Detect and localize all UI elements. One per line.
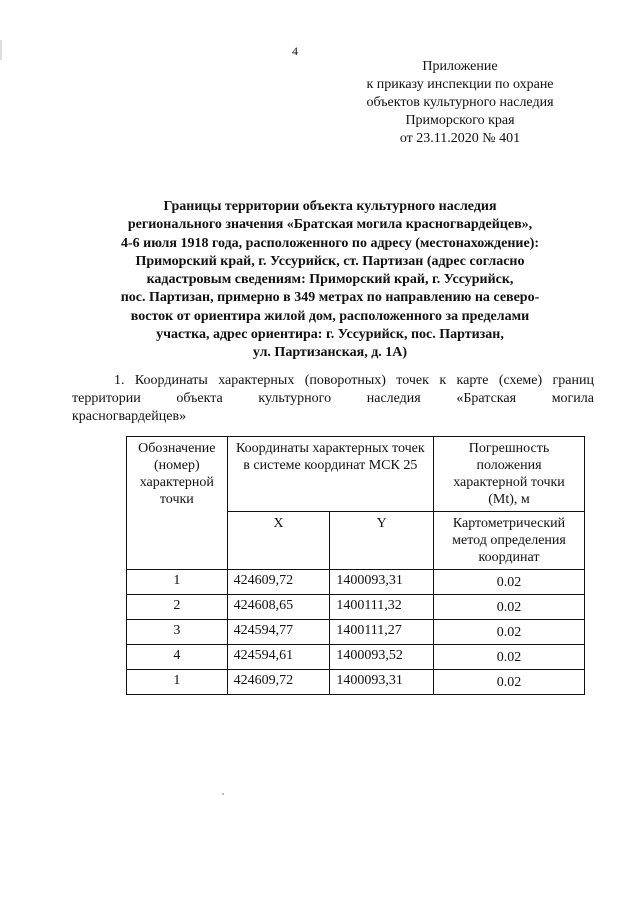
cell-x: 424608,65 <box>227 595 330 620</box>
cell-error: 0.02 <box>434 595 585 620</box>
appendix-line: Приморского края <box>405 113 515 128</box>
table-row <box>127 595 585 620</box>
title-line: Границы территории объекта культурного наследия <box>163 199 497 214</box>
header-coordinates: Координаты характерных точек в системе координат МСК 25 <box>227 437 433 512</box>
title-line: восток от ориентира жилой дом, расположенного за пределами <box>130 308 530 324</box>
table-row <box>127 670 585 695</box>
paragraph-word: (схеме) <box>498 373 543 388</box>
appendix-line: Приложение <box>422 59 498 74</box>
paragraph-word: могила <box>551 391 594 406</box>
title-line: 4-6 июля 1918 года, расположенного по адресу (местонахождение): <box>120 235 540 251</box>
title-line: регионального значения «Братская могила красногвардейцев», <box>127 217 533 233</box>
paragraph-word: карте <box>456 373 489 388</box>
document-title <box>60 198 600 363</box>
coordinates-table <box>126 436 585 695</box>
paragraph-word: красногвардейцев» <box>72 409 187 424</box>
paragraph-word: к <box>439 373 447 388</box>
cell-point: 3 <box>127 620 228 645</box>
appendix-line: от 23.11.2020 № 401 <box>399 131 521 146</box>
header-error: Погрешность положения характерной точки (Mt), м <box>434 437 585 512</box>
header-x: X <box>227 512 330 570</box>
header-method: Картометрический метод определения координат <box>434 512 585 570</box>
cell-error: 0.02 <box>434 670 585 695</box>
cell-error: 0.02 <box>434 570 585 595</box>
cell-x: 424609,72 <box>227 670 330 695</box>
paragraph-word: 1. <box>114 373 125 388</box>
appendix-line: объектов культурного наследия <box>366 95 554 110</box>
paragraph-word: объекта <box>176 391 223 406</box>
cell-x: 424594,61 <box>227 645 330 670</box>
appendix-line: к приказу инспекции по охране <box>366 77 554 92</box>
paragraph-word: территории <box>72 391 141 406</box>
scan-edge-mark <box>0 40 2 60</box>
header-point-label: Обозначение (номер) характерной точки <box>127 437 228 570</box>
cell-y: 1400093,52 <box>330 645 434 670</box>
paragraph-word: наследия <box>366 391 421 406</box>
paragraph-word: Координаты <box>134 373 208 388</box>
cell-point: 1 <box>127 570 228 595</box>
cell-y: 1400111,32 <box>330 595 434 620</box>
paragraph-word: культурного <box>258 391 332 406</box>
title-line: ул. Партизанская, д. 1А) <box>252 345 408 361</box>
cell-point: 2 <box>127 595 228 620</box>
paragraph-line <box>72 372 594 390</box>
table-header-row <box>127 437 585 512</box>
table-row <box>127 645 585 670</box>
title-line: Приморский край, г. Уссурийск, ст. Партизан (адрес согласно <box>135 253 525 269</box>
page-number: 4 <box>292 44 298 58</box>
cell-y: 1400093,31 <box>330 670 434 695</box>
paragraph-word: характерных <box>218 373 295 388</box>
title-line: участка, адрес ориентира: г. Уссурийск, пос. Партизан, <box>156 327 504 343</box>
title-line: пос. Партизан, примерно в 349 метрах по направлению на северо- <box>120 290 540 306</box>
cell-point: 1 <box>127 670 228 695</box>
cell-x: 424594,77 <box>227 620 330 645</box>
paragraph-word: (поворотных) <box>304 373 386 388</box>
table-row <box>127 620 585 645</box>
cell-point: 4 <box>127 645 228 670</box>
header-y: Y <box>330 512 434 570</box>
cell-y: 1400111,27 <box>330 620 434 645</box>
paragraph-line <box>72 390 594 408</box>
paragraph-word: границ <box>552 373 594 388</box>
cell-error: 0.02 <box>434 645 585 670</box>
table-row <box>127 570 585 595</box>
title-line: кадастровым сведениям: Приморский край, г. Уссурийск, <box>146 272 514 288</box>
coordinates-paragraph <box>72 372 594 426</box>
cell-error: 0.02 <box>434 620 585 645</box>
appendix-block <box>340 58 580 148</box>
cell-y: 1400093,31 <box>330 570 434 595</box>
paragraph-line <box>72 408 594 426</box>
cell-x: 424609,72 <box>227 570 330 595</box>
scan-speck <box>222 793 224 795</box>
paragraph-word: точек <box>396 373 429 388</box>
paragraph-word: «Братская <box>456 391 517 406</box>
